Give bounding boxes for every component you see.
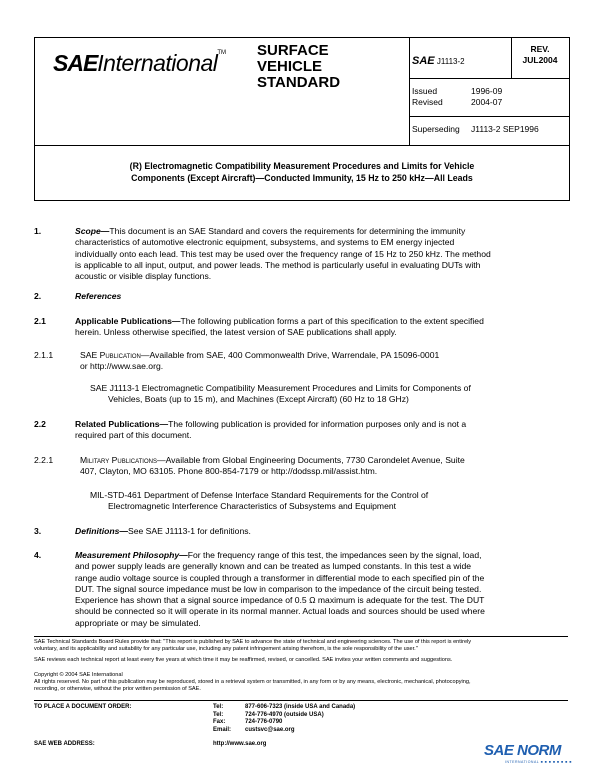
email-link[interactable]: custsvc@sae.org xyxy=(245,726,295,733)
phone-outside: 724-776-4970 (outside USA) xyxy=(245,711,324,718)
section-number: 3. xyxy=(34,526,42,536)
section-related-publications: Related Publications—The following publication is provided for information purposes only and is not a required part of this document. xyxy=(75,419,467,441)
contact-labels: Tel: Tel: Fax: Email: xyxy=(213,704,232,733)
footer-divider xyxy=(34,700,568,701)
reference-mil-std-461: MIL-STD-461 Department of Defense Interface Standard Requirements for the Control of Electromagnetic Interference Characteristics of Subsystems and Equipment xyxy=(90,490,429,512)
order-label: TO PLACE A DOCUMENT ORDER: xyxy=(34,704,132,710)
section-military-publications: Military Publications—Available from Global Engineering Documents, 7730 Carondelet Avenue, Suite 407, Clayton, MO 63105. Phone 800-854-7179 or http://dodssp.mil/assist.htm. xyxy=(80,455,465,477)
document-number: SAE J1113-2 xyxy=(412,55,465,67)
document-title: (R) Electromagnetic Compatibility Measurement Procedures and Limits for Vehicle Components (Except Aircraft)—Conducted Immunity, 15 Hz to 250 kHz—All Leads xyxy=(129,161,475,183)
section-number: 4. xyxy=(34,550,42,560)
revised-value: 2004-07 xyxy=(471,97,503,107)
web-link[interactable]: http://www.sae.org xyxy=(213,741,267,747)
issued-label: Issued xyxy=(412,86,438,96)
web-label: SAE WEB ADDRESS: xyxy=(34,741,95,747)
header-divider xyxy=(409,38,410,145)
fax: 724-776-0790 xyxy=(245,719,283,725)
reference-sae-j1113-1: SAE J1113-1 Electromagnetic Compatibility Measurement Procedures and Limits for Components of Vehicles, Boats (up to 15 m), and Machines (Except Aircraft) (60 Hz to 18 GHz) xyxy=(90,383,471,405)
header-divider xyxy=(409,116,569,117)
revised-label: Revised xyxy=(412,97,443,107)
section-scope: Scope—This document is an SAE Standard and covers the requirements for determining the immunity characteristics of automotive electronic equipment, subsystems, and systems to EM energy injected individually onto each lead. This test may be used over the frequency range of 15 Hz to 250 kHz. The method is applicable to all input, output, and power leads. The method is particularly useful in evaluating DUTs with acoustic or visible display functions. xyxy=(75,226,491,282)
footer-review-notice: SAE reviews each technical report at least every five years at which time it may be reaffirmed, revised, or cancelled. SAE invites your written comments and suggestions. xyxy=(34,657,453,663)
header-divider xyxy=(409,78,569,79)
revision-box: REV. JUL2004 xyxy=(522,44,558,65)
sae-international-logo: SAEInternational™ xyxy=(53,50,227,76)
section-references-heading: References xyxy=(75,291,122,301)
standard-type: SURFACE VEHICLE STANDARD xyxy=(257,42,341,91)
section-number: 1. xyxy=(34,226,42,236)
section-number: 2.2 xyxy=(34,419,46,429)
section-number: 2.1 xyxy=(34,316,46,326)
footer-rules-notice: SAE Technical Standards Board Rules provide that: "This report is published by SAE to advance the state of technical and engineering sciences. The use of this report is entirely voluntary, and its applicability and suitability for any particular use, including any patent infringement arising therefrom, is the sole responsibility of the user." xyxy=(34,639,472,653)
contact-values xyxy=(245,704,355,734)
section-definitions: Definitions—See SAE J1113-1 for definitions. xyxy=(75,526,251,536)
superseding-value: J1113-2 SEP1996 xyxy=(471,124,539,134)
issued-value: 1996-09 xyxy=(471,86,503,96)
section-number: 2.2.1 xyxy=(34,455,54,465)
sae-norm-stamp: SAE NORM xyxy=(484,742,561,759)
section-applicable-publications: Applicable Publications—The following publication forms a part of this specification to the extent specified herein. Unless otherwise specified, the latest version of SAE publications shall apply. xyxy=(75,316,484,338)
footer-divider xyxy=(34,636,568,637)
section-number: 2.1.1 xyxy=(34,350,54,360)
section-number: 2. xyxy=(34,291,42,301)
sae-norm-stamp-sub: INTERNATIONAL ■ ■ ■ ■ ■ ■ ■ ■ xyxy=(505,760,572,764)
footer-copyright: Copyright © 2004 SAE International All rights reserved. No part of this publication may be reproduced, stored in a retrieval system or transmitted, in any form or by any means, electronic, mechanical, photocopying, recording, or otherwise, without the prior written permission of SAE. xyxy=(34,672,471,693)
section-measurement-philosophy: Measurement Philosophy—For the frequency range of this test, the impedances seen by the signal, load, and power supply leads are generally known and can be treated as lumped constants. In this test a wide range audio voltage source is coupled through a transformer in differential mode to each specified pin of the DUT. The signal source impedance must be low in comparison to the impedance of the circuit being tested. Experience has shown that a signal source impedance of 0.5 Ω maximum is adequate for the test. The DUT should be connected so it will operate in its normal manner. Actual loads and sources should be used where appropriate or may be simulated. xyxy=(75,550,485,628)
phone-usa: 877-606-7323 (inside USA and Canada) xyxy=(245,704,356,710)
section-sae-publication: SAE Publication—Available from SAE, 400 Commonwealth Drive, Warrendale, PA 15096-0001 or http://www.sae.org. xyxy=(80,350,440,372)
superseding-label: Superseding xyxy=(412,124,460,134)
